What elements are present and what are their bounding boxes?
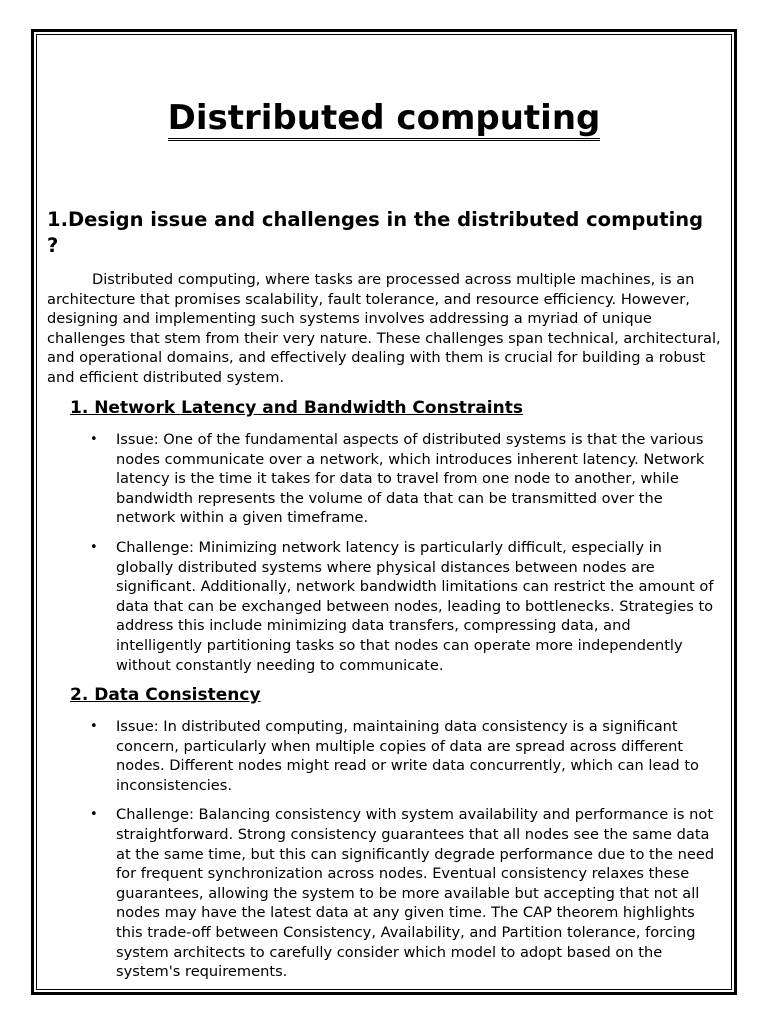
bullet-icon: • (90, 539, 98, 555)
document-title: Distributed computing (47, 98, 721, 138)
intro-paragraph: Distributed computing, where tasks are processed across multiple machines, is an architecture that promises scalability, fault tolerance, and resource efficiency. However, designing and implementing such systems involves addressing a myriad of unique challenges that stem from their very nature. These challenges span technical, architectural, and operational domains, and effectively dealing with them is crucial for building a robust and efficient distributed system. (47, 271, 721, 386)
list-item: • Issue: In distributed computing, maintaining data consistency is a significant concern, particularly when multiple copies of data are spread across different nodes. Different nodes might read or write data concurrently, which can lead to inconsistencies. (90, 718, 699, 794)
bullet-icon: • (90, 719, 98, 734)
bullet-icon: • (90, 807, 98, 823)
list-item: • Issue: One of the fundamental aspects of distributed systems is that the various nodes communicate over a network, which introduces inherent latency. Network latency is the time it takes for data to travel from one node to another, while bandwidth represents the volume of data that can be transmitted over the network within a given timeframe. (90, 431, 705, 527)
list-item: • Challenge: Balancing consistency with system availability and performance is not straightforward. Strong consistency guarantees that all nodes see the same data at the same time, but this can significantly degrade performance due to the need for frequent synchronization across nodes. Eventual consistency relaxes these guarantees, allowing the system to be more available but accepting that not all nodes may have the latest data at any given time. The CAP theorem highlights this trade-off between Consistency, Availability, and Partition tolerance, forcing system architects to carefully consider which model to adopt based on the system's requirements. (90, 806, 715, 981)
list-item: • Challenge: Minimizing network latency is particularly difficult, especially in globally distributed systems where physical distances between nodes are significant. Additionally, network bandwidth limitations can restrict the amount of data that can be exchanged between nodes, leading to bottlenecks. Strategies to address this include minimizing data transfers, compressing data, and intelligently partitioning tasks so that nodes can operate more independently without constantly needing to communicate. (90, 538, 714, 674)
data-consistency-list (70, 717, 721, 992)
section-heading-data-consistency: 2. Data Consistency (70, 685, 261, 705)
network-latency-list (70, 430, 721, 685)
section-heading-network-latency: 1. Network Latency and Bandwidth Constraints (70, 398, 523, 418)
bullet-icon: • (90, 432, 98, 447)
question-heading: 1.Design issue and challenges in the distributed computing ? (47, 208, 704, 257)
